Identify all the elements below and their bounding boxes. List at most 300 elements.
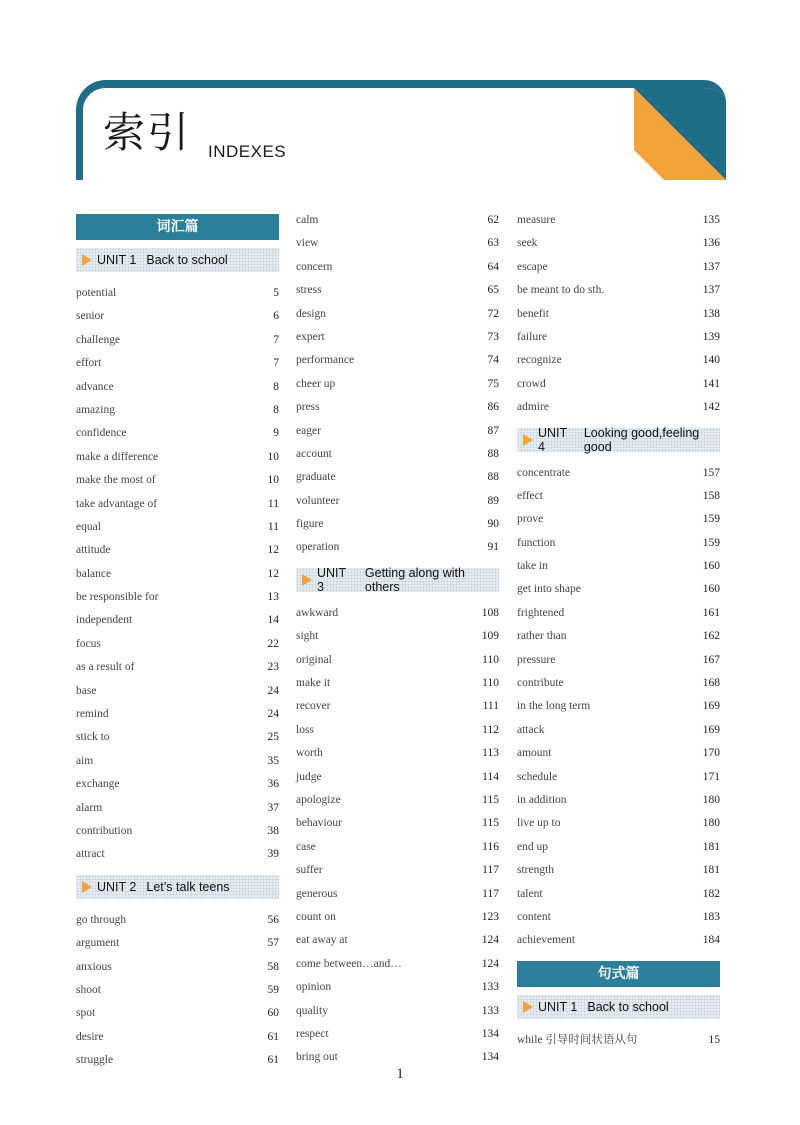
entry-page: 24: [267, 708, 279, 721]
index-entry: [517, 578, 720, 601]
entry-page: 91: [487, 541, 499, 554]
entry-term: failure: [517, 330, 548, 343]
entry-term: independent: [76, 614, 133, 627]
entry-page: 87: [487, 424, 499, 437]
entry-page: 168: [702, 677, 720, 690]
entry-term: volunteer: [296, 494, 340, 507]
entry-page: 38: [267, 824, 279, 837]
entry-page: 160: [702, 560, 720, 573]
entry-page: 8: [273, 403, 279, 416]
entry-page: 110: [482, 677, 499, 690]
index-entry: [517, 602, 720, 625]
index-entry: [296, 883, 499, 906]
index-entry: [517, 555, 720, 578]
entry-page: 36: [267, 778, 279, 791]
index-column-2: [296, 209, 499, 1070]
entry-term: strength: [517, 864, 555, 877]
entry-page: 116: [482, 840, 499, 853]
entry-term: graduate: [296, 471, 336, 484]
entry-term: press: [296, 401, 320, 414]
entry-term: seek: [517, 237, 538, 250]
entry-page: 39: [267, 848, 279, 861]
index-entry: [76, 563, 279, 586]
section-heading-sentence-patterns: 句式篇: [517, 961, 720, 987]
entry-page: 35: [267, 754, 279, 767]
entry-term: live up to: [517, 817, 561, 830]
entry-list: [76, 909, 279, 1073]
entry-term: generous: [296, 887, 338, 900]
index-entry: [296, 602, 499, 625]
index-entry: [76, 516, 279, 539]
entry-page: 180: [702, 793, 720, 806]
entry-term: design: [296, 307, 327, 320]
entry-page: 141: [702, 377, 720, 390]
index-entry: [296, 953, 499, 976]
entry-term: make the most of: [76, 474, 156, 487]
index-entry: [76, 633, 279, 656]
index-entry: [296, 1000, 499, 1023]
unit-number: UNIT 1: [538, 999, 578, 1014]
index-entry: [517, 789, 720, 812]
unit-title: Back to school: [587, 999, 669, 1014]
entry-page: 11: [267, 497, 279, 510]
index-entry: [517, 462, 720, 485]
entry-page: 9: [273, 427, 279, 440]
unit-heading-1: [76, 248, 279, 272]
unit-number: UNIT 2: [97, 879, 137, 894]
index-entry: [296, 836, 499, 859]
entry-page: 86: [487, 401, 499, 414]
index-entry: [76, 797, 279, 820]
entry-page: 6: [273, 310, 279, 323]
entry-page: 158: [702, 489, 720, 502]
entry-term: end up: [517, 840, 548, 853]
entry-term: senior: [76, 310, 105, 323]
index-entry: [76, 352, 279, 375]
index-entry: [76, 656, 279, 679]
index-entry: [76, 469, 279, 492]
index-entry: [76, 726, 279, 749]
entry-page: 90: [487, 518, 499, 531]
entry-term: achievement: [517, 934, 576, 947]
entry-page: 136: [702, 237, 720, 250]
index-entry: [76, 305, 279, 328]
entry-term: recognize: [517, 354, 562, 367]
entry-term: base: [76, 684, 97, 697]
entry-term: cheer up: [296, 377, 336, 390]
entry-page: 15: [708, 1033, 720, 1046]
index-column-1: [76, 214, 279, 1073]
entry-page: 171: [702, 770, 720, 783]
entry-term: eager: [296, 424, 321, 437]
index-entry: [296, 466, 499, 489]
entry-term: bring out: [296, 1051, 338, 1064]
entry-term: argument: [76, 937, 120, 950]
index-entry: [76, 1026, 279, 1049]
entry-page: 117: [482, 887, 499, 900]
entry-page: 64: [487, 260, 499, 273]
entry-term: sight: [296, 630, 319, 643]
entry-term: benefit: [517, 307, 549, 320]
entry-term: be responsible for: [76, 591, 159, 604]
entry-page: 25: [267, 731, 279, 744]
entry-page: 63: [487, 237, 499, 250]
entry-term: go through: [76, 913, 127, 926]
index-entry: [517, 929, 720, 952]
entry-page: 160: [702, 583, 720, 596]
index-entry: [76, 399, 279, 422]
entry-page: 181: [702, 864, 720, 877]
entry-term: crowd: [517, 377, 546, 390]
entry-page: 62: [487, 214, 499, 226]
entry-page: 5: [273, 287, 279, 299]
entry-page: 142: [702, 401, 720, 414]
entry-page: 139: [702, 330, 720, 343]
entry-term: shoot: [76, 983, 101, 996]
entry-page: 161: [702, 606, 720, 619]
index-entry: [296, 420, 499, 443]
unit-number: UNIT 4: [538, 425, 567, 454]
index-entry: [76, 680, 279, 703]
entry-page: 74: [487, 354, 499, 367]
entry-page: 23: [267, 661, 279, 674]
entry-page: 22: [267, 637, 279, 650]
entry-page: 167: [702, 653, 720, 666]
index-entry: [76, 1002, 279, 1025]
entry-term: in addition: [517, 793, 567, 806]
triangle-marker-icon: [82, 254, 92, 266]
index-entry: [517, 396, 720, 419]
unit-heading-4: [517, 425, 720, 454]
entry-page: 24: [267, 684, 279, 697]
entry-page: 65: [487, 284, 499, 297]
entry-term: opinion: [296, 981, 332, 994]
index-entry: [76, 909, 279, 932]
index-entry: [76, 376, 279, 399]
index-entry: [296, 906, 499, 929]
index-entry: [296, 789, 499, 812]
index-entry: [76, 422, 279, 445]
index-entry: [517, 859, 720, 882]
entry-page: 61: [267, 1054, 279, 1067]
entry-page: 133: [481, 981, 499, 994]
index-entry: [296, 303, 499, 326]
entry-term: amazing: [76, 403, 115, 416]
entry-page: 124: [481, 934, 499, 947]
entry-term: eat away at: [296, 934, 348, 947]
entry-page: 133: [481, 1004, 499, 1017]
index-entry: [76, 329, 279, 352]
corner-fold-icon: [634, 88, 726, 180]
page-title-english: INDEXES: [208, 142, 287, 161]
entry-page: 137: [702, 284, 720, 297]
entry-term: count on: [296, 910, 336, 923]
index-entry: [296, 649, 499, 672]
entry-term: confidence: [76, 427, 127, 440]
entry-term: prove: [517, 513, 544, 526]
entry-page: 181: [702, 840, 720, 853]
entry-page: 134: [481, 1051, 499, 1064]
entry-page: 13: [267, 591, 279, 604]
index-column-3: [517, 209, 720, 1052]
entry-term: while 引导时间状语从句: [517, 1033, 638, 1046]
index-entry: [517, 625, 720, 648]
entry-list: [296, 602, 499, 1070]
entry-term: stress: [296, 284, 322, 297]
entry-page: 8: [273, 380, 279, 393]
entry-page: 137: [702, 260, 720, 273]
index-entry: [517, 485, 720, 508]
entry-page: 114: [482, 770, 499, 783]
index-entry: [517, 649, 720, 672]
index-entry: [296, 742, 499, 765]
unit-title: Getting along with others: [364, 565, 465, 594]
index-entry: [517, 232, 720, 255]
index-entry: [517, 672, 720, 695]
index-entry: [76, 979, 279, 1002]
entry-page: 115: [482, 793, 499, 806]
index-entry: [76, 750, 279, 773]
triangle-marker-icon: [302, 574, 312, 586]
entry-page: 117: [482, 864, 499, 877]
entry-term: measure: [517, 214, 556, 226]
entry-term: frightened: [517, 606, 565, 619]
entry-page: 169: [702, 723, 720, 736]
index-entry: [296, 766, 499, 789]
index-entry: [76, 282, 279, 305]
index-entry: [296, 232, 499, 255]
entry-term: judge: [296, 770, 322, 783]
entry-page: 37: [267, 801, 279, 814]
entry-term: operation: [296, 541, 340, 554]
entry-page: 138: [702, 307, 720, 320]
entry-page: 124: [481, 957, 499, 970]
entry-term: advance: [76, 380, 114, 393]
entry-page: 57: [267, 937, 279, 950]
entry-term: come between…and…: [296, 957, 402, 970]
entry-page: 110: [482, 653, 499, 666]
unit-title: Looking good,feeling good: [583, 425, 700, 454]
entry-page: 140: [702, 354, 720, 367]
index-entry: [296, 396, 499, 419]
index-entry: [76, 493, 279, 516]
entry-term: loss: [296, 723, 314, 736]
index-entry: [517, 883, 720, 906]
index-entry: [296, 536, 499, 559]
section-heading-vocabulary: 词汇篇: [76, 214, 279, 240]
entry-term: pressure: [517, 653, 556, 666]
entry-term: contribute: [517, 677, 564, 690]
index-entry: [517, 326, 720, 349]
entry-term: rather than: [517, 630, 567, 643]
entry-term: remind: [76, 708, 109, 721]
entry-page: 12: [267, 567, 279, 580]
entry-term: case: [296, 840, 316, 853]
entry-page: 10: [267, 474, 279, 487]
entry-term: stick to: [76, 731, 110, 744]
entry-term: performance: [296, 354, 355, 367]
index-entry: [76, 609, 279, 632]
entry-page: 88: [487, 471, 499, 484]
entry-page: 58: [267, 960, 279, 973]
index-entry: [517, 279, 720, 302]
index-entry: [517, 209, 720, 232]
entry-page: 182: [702, 887, 720, 900]
index-entry: [296, 326, 499, 349]
entry-term: apologize: [296, 793, 341, 806]
entry-term: take advantage of: [76, 497, 158, 510]
index-entry: [296, 976, 499, 999]
index-entry: [517, 742, 720, 765]
index-entry: [517, 812, 720, 835]
entry-page: 111: [482, 700, 499, 713]
entry-term: spot: [76, 1007, 96, 1020]
entry-page: 108: [481, 606, 499, 619]
entry-term: desire: [76, 1030, 104, 1043]
unit-title: Back to school: [146, 253, 228, 267]
entry-page: 10: [267, 450, 279, 463]
index-entry: [76, 820, 279, 843]
entry-term: challenge: [76, 333, 121, 346]
entry-term: suffer: [296, 864, 323, 877]
index-entry: [517, 1029, 720, 1052]
index-entry: [76, 703, 279, 726]
entry-term: be meant to do sth.: [517, 284, 605, 297]
entry-term: equal: [76, 520, 101, 533]
index-entry: [517, 906, 720, 929]
index-entry: [296, 929, 499, 952]
entry-term: as a result of: [76, 661, 135, 674]
unit-number: UNIT 1: [97, 253, 137, 267]
entry-term: talent: [517, 887, 543, 900]
index-entry: [296, 373, 499, 396]
entry-term: in the long term: [517, 700, 591, 713]
triangle-marker-icon: [523, 1001, 533, 1013]
entry-term: escape: [517, 260, 548, 273]
entry-list: [517, 209, 720, 420]
entry-page: 123: [481, 910, 499, 923]
index-entry: [76, 539, 279, 562]
entry-page: 7: [273, 357, 279, 370]
entry-page: 88: [487, 447, 499, 460]
entry-page: 159: [702, 536, 720, 549]
entry-page: 135: [702, 214, 720, 226]
index-entry: [517, 373, 720, 396]
entry-term: schedule: [517, 770, 558, 783]
entry-page: 11: [267, 520, 279, 533]
index-entry: [517, 303, 720, 326]
entry-term: worth: [296, 747, 323, 760]
unit-title: Let’s talk teens: [146, 879, 230, 894]
entry-term: expert: [296, 330, 325, 343]
entry-page: 113: [482, 747, 499, 760]
entry-term: exchange: [76, 778, 120, 791]
index-entry: [517, 349, 720, 372]
entry-page: 184: [702, 934, 720, 947]
index-entry: [296, 279, 499, 302]
page-number: 1: [396, 1066, 404, 1082]
entry-page: 73: [487, 330, 499, 343]
entry-term: contribution: [76, 824, 133, 837]
entry-page: 169: [702, 700, 720, 713]
index-entry: [76, 932, 279, 955]
entry-page: 72: [487, 307, 499, 320]
entry-term: balance: [76, 567, 112, 580]
entry-page: 112: [482, 723, 499, 736]
index-entry: [76, 843, 279, 866]
entry-page: 115: [482, 817, 499, 830]
index-entry: [296, 719, 499, 742]
entry-page: 59: [267, 983, 279, 996]
entry-list: [76, 282, 279, 867]
entry-page: 109: [481, 630, 499, 643]
triangle-marker-icon: [82, 881, 92, 893]
index-entry: [517, 836, 720, 859]
index-entry: [76, 446, 279, 469]
index-entry: [296, 672, 499, 695]
entry-page: 60: [267, 1007, 279, 1020]
index-entry: [296, 256, 499, 279]
page-title-chinese: 索引: [103, 108, 192, 157]
entry-page: 61: [267, 1030, 279, 1043]
index-entry: [296, 1023, 499, 1046]
entry-term: take in: [517, 560, 548, 573]
entry-term: account: [296, 447, 332, 460]
entry-page: 89: [487, 494, 499, 507]
entry-term: function: [517, 536, 556, 549]
entry-term: calm: [296, 214, 319, 226]
entry-term: attitude: [76, 544, 111, 557]
entry-list: [296, 209, 499, 560]
entry-page: 12: [267, 544, 279, 557]
entry-term: effect: [517, 489, 543, 502]
entry-term: make a difference: [76, 450, 159, 463]
entry-list: [517, 462, 720, 953]
entry-page: 56: [267, 913, 279, 926]
unit-heading-3: [296, 565, 499, 594]
unit-number: UNIT 3: [317, 565, 346, 594]
index-entry: [296, 695, 499, 718]
entry-term: anxious: [76, 960, 112, 973]
entry-term: admire: [517, 401, 549, 414]
entry-list: [517, 1029, 720, 1052]
index-entry: [296, 490, 499, 513]
unit-heading-2: [76, 875, 279, 899]
index-entry: [296, 349, 499, 372]
entry-term: awkward: [296, 606, 339, 619]
index-entry: [517, 508, 720, 531]
entry-term: focus: [76, 637, 101, 650]
index-entry: [517, 532, 720, 555]
entry-term: attack: [517, 723, 545, 736]
index-entry: [76, 773, 279, 796]
entry-term: attract: [76, 848, 105, 861]
index-entry: [76, 586, 279, 609]
entry-term: view: [296, 237, 319, 250]
index-entry: [517, 719, 720, 742]
entry-term: make it: [296, 677, 331, 690]
entry-page: 183: [702, 910, 720, 923]
index-entry: [76, 956, 279, 979]
entry-page: 14: [267, 614, 279, 627]
entry-term: effort: [76, 357, 102, 370]
triangle-marker-icon: [523, 434, 533, 446]
entry-term: alarm: [76, 801, 103, 814]
index-entry: [296, 625, 499, 648]
entry-term: struggle: [76, 1054, 114, 1067]
index-entry: [517, 695, 720, 718]
entry-term: respect: [296, 1027, 329, 1040]
